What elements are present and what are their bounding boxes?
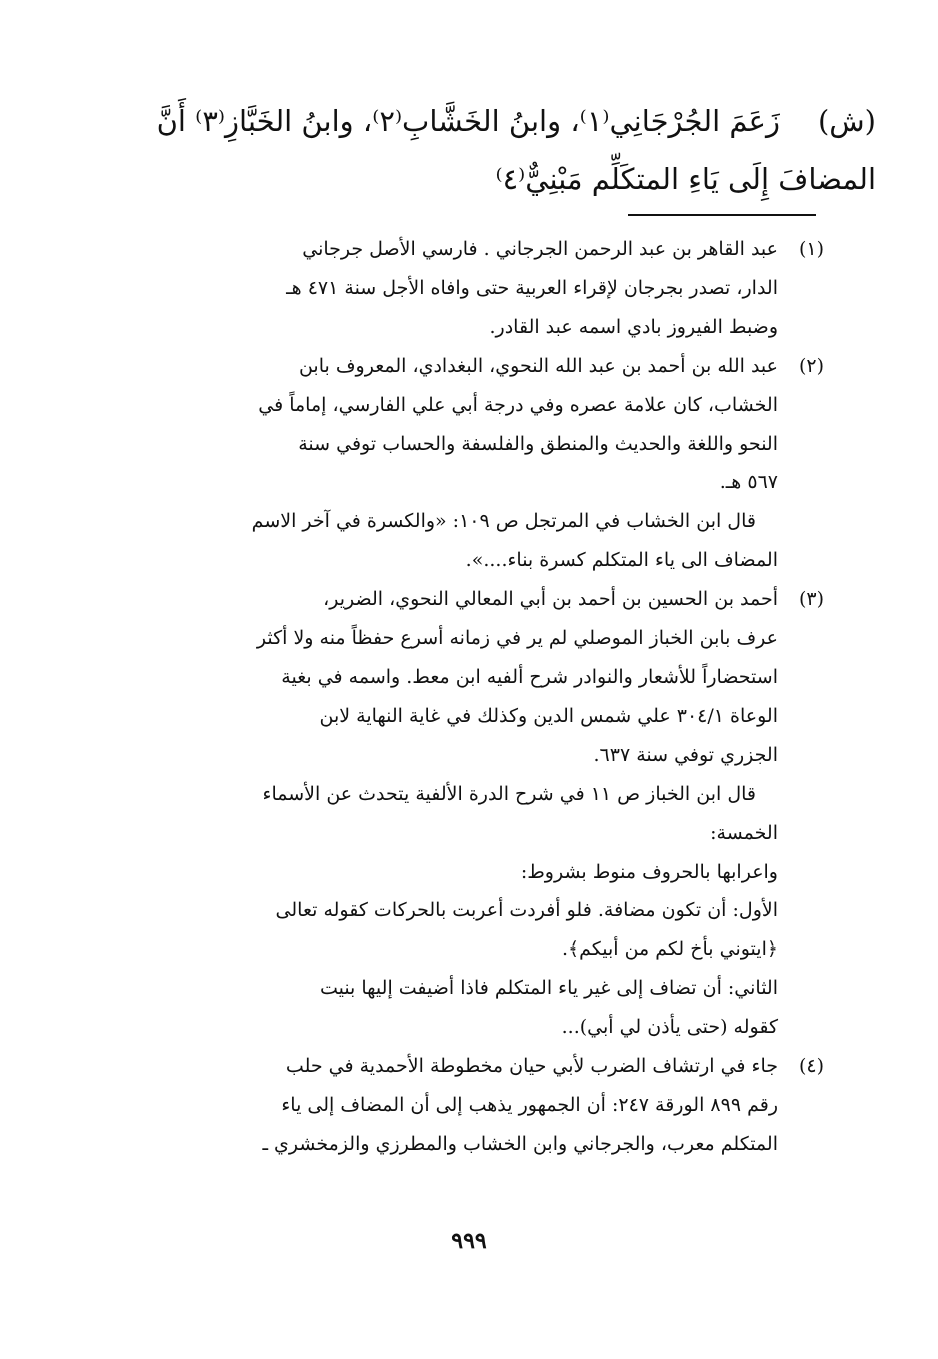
footnote-divider <box>628 214 816 216</box>
footnote-3-line: عرف بابن الخباز الموصلي لم ير في زمانه أسرع حفظاً منه ولا أكثر <box>256 627 778 650</box>
footnote-2-quote-line: قال ابن الخشاب في المرتجل ص ١٠٩: «والكسرة في آخر الاسم <box>251 510 756 533</box>
main-text-line-1-content: زَعَمَ الجُرْجَانِي⁽١⁾، وابنُ الخَشَّابِ⁽٢⁾، وابنُ الخَبَّازِ⁽٣⁾ أَنَّ <box>156 104 780 138</box>
footnote-4-line: رقم ٨٩٩ الورقة ٢٤٧: أن الجمهور يذهب إلى أن المضاف إلى ياء <box>281 1093 778 1116</box>
section-marker: (ش) <box>817 104 876 138</box>
main-text-line-1 <box>116 92 876 150</box>
footnote-3-line: استحضاراً للأشعار والنوادر شرح ألفيه ابن معط. واسمه في بغية <box>281 665 778 688</box>
footnote-4-line: المتكلم معرب، والجرجاني وابن الخشاب والمطرزي والزمخشري ـ <box>262 1132 778 1155</box>
footnote-3-line: الوعاة ٣٠٤/١ علي شمس الدين وكذلك في غاية النهاية لابن <box>319 704 778 727</box>
main-text-line-2: المضافَ إِلَى يَاءِ المتكَلِّم مَبْنِيٌّ⁽٤⁾ <box>495 162 876 196</box>
footnote-3-quote-line: قال ابن الخباز ص ١١ في شرح الدرة الألفية يتحدث عن الأسماء <box>262 782 756 805</box>
footnotes <box>98 230 824 1164</box>
footnote-2-line: الخشاب، كان علامة عصره وفي درجة أبي علي الفارسي، إماماً في <box>258 393 778 416</box>
footnote-3-quote-line: كقوله (حتى يأذن لي أبي)... <box>561 1016 778 1039</box>
footnote-4-number: (٤) <box>798 1055 824 1078</box>
footnote-2-line: النحو واللغة والحديث والمنطق والفلسفة والحساب توفي سنة <box>298 432 778 455</box>
footnote-3-line: أحمد بن الحسين بن أحمد بن أبي المعالي النحوي، الضرير، <box>323 588 778 611</box>
footnote-2-line: عبد الله بن أحمد بن عبد الله النحوي، البغدادي، المعروف بابن <box>298 354 778 377</box>
page-number: ٩٩٩ <box>451 1228 487 1254</box>
footnote-1 <box>98 230 824 347</box>
footnote-1-line: الدار، تصدر بجرجان لإقراء العربية حتى وافاه الأجل سنة ٤٧١ هـ <box>286 276 778 299</box>
footnote-2-number: (٢) <box>798 354 824 377</box>
footnote-2-line: ٥٦٧ هـ. <box>719 471 778 494</box>
footnote-1-line: عبد القاهر بن عبد الرحمن الجرجاني . فارسي الأصل جرجاني <box>302 238 778 260</box>
footnote-3-quote-line: الخمسة: <box>710 821 778 844</box>
footnote-1-line: وضبط الفيروز بادي اسمه عبد القادر. <box>489 315 778 338</box>
footnote-4-line: جاء في ارتشاف الضرب لأبي حيان مخطوطة الأحمدية في حلب <box>285 1055 778 1078</box>
footnote-3-quote-line: واعرابها بالحروف منوط بشروط: <box>520 860 778 883</box>
footnote-4 <box>98 1047 824 1164</box>
main-text <box>116 92 876 208</box>
footnote-3 <box>98 580 824 1047</box>
footnote-2 <box>98 347 824 580</box>
footnote-2-quote-line: المضاف الى ياء المتكلم كسرة بناء....». <box>465 549 778 572</box>
footnote-1-number: (١) <box>798 238 824 260</box>
footnote-3-quote-line: ﴿ايتوني بأخ لكم من أبيكم﴾. <box>561 938 778 961</box>
footnote-3-quote-line: الثاني: أن تضاف إلى غير ياء المتكلم فاذا أضيفت إليها بنيت <box>319 977 778 1000</box>
footnote-3-line: الجزري توفي سنة ٦٣٧. <box>593 743 778 766</box>
footnote-3-number: (٣) <box>798 588 824 611</box>
footnote-3-quote-line: الأول: أن تكون مضافة. فلو أفردت أعربت بالحركات كقوله تعالى <box>275 899 778 922</box>
